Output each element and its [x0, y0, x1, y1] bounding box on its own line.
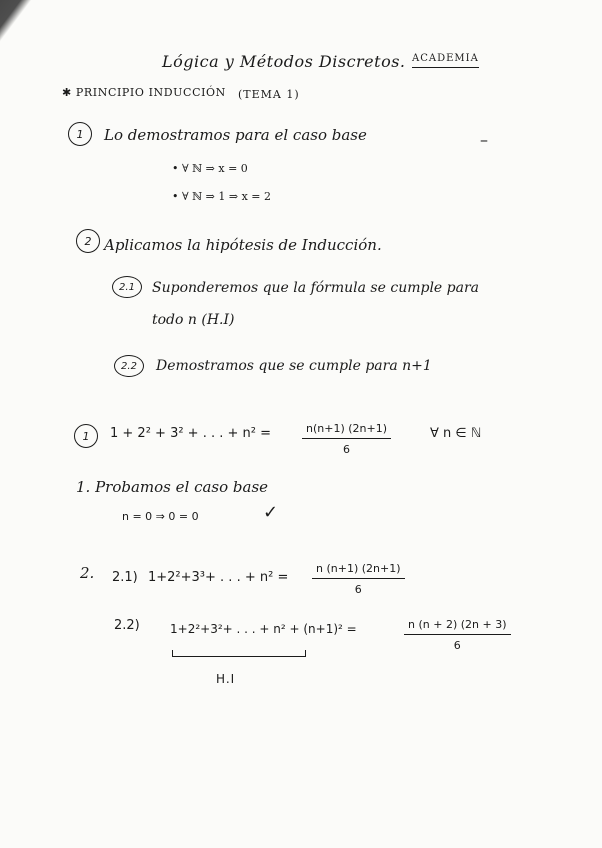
- exercise-1-number: 1: [82, 429, 90, 443]
- hypothesis-brace: [172, 650, 306, 657]
- hypothesis-numerator: n (n+1) (2n+1): [312, 562, 405, 579]
- topic-heading: ✱ PRINCIPIO INDUCCIÓN: [62, 86, 226, 99]
- step-2-circle: [76, 229, 100, 253]
- page-title: Lógica y Métodos Discretos.: [162, 52, 406, 71]
- tema-label: (TEMA 1): [238, 88, 300, 101]
- substep-2-1-circle: [112, 276, 142, 298]
- fraction-numerator: n(n+1) (2n+1): [302, 422, 391, 439]
- hypothesis-label: 2.1): [112, 570, 138, 585]
- substep-2-2-text: Demostramos que se cumple para n+1: [156, 358, 432, 374]
- substep-2-2-circle: [114, 355, 144, 377]
- fraction-denominator: 6: [343, 443, 350, 456]
- substep-2-1-text-line2: todo n (H.I): [152, 312, 235, 328]
- step-2-number: 2: [84, 234, 92, 248]
- hypothesis-fraction: [312, 562, 405, 596]
- proof-step-1: 1. Probamos el caso base: [76, 478, 269, 496]
- checkmark-icon: ✓: [263, 502, 279, 523]
- base-case-bullet-1: • ∀ ℕ ⇒ x = 0: [172, 162, 248, 175]
- induction-numerator: n (n + 2) (2n + 3): [404, 618, 511, 635]
- corner-shadow: [0, 0, 46, 54]
- induction-step-fraction: [404, 618, 511, 652]
- substep-2-1-number: 2.1: [119, 281, 135, 293]
- substep-2-1-text-line1: Suponderemos que la fórmula se cumple para: [152, 280, 480, 296]
- domain-quantifier: ∀ n ∈ ℕ: [430, 426, 482, 441]
- sum-formula-fraction: [302, 422, 391, 456]
- proof-step-2: 2.: [80, 564, 95, 582]
- induction-denominator: 6: [453, 639, 461, 652]
- induction-step-label: 2.2): [114, 618, 140, 633]
- base-case-bullet-2: • ∀ ℕ ⇒ 1 ⇒ x = 2: [172, 190, 272, 203]
- substep-2-2-number: 2.2: [121, 360, 137, 372]
- base-case-equation: n = 0 ⇒ 0 = 0: [122, 510, 199, 523]
- step-1-circle: [68, 122, 92, 146]
- induction-step-lhs: 1+2²+3²+ . . . + n² + (n+1)² =: [170, 622, 357, 636]
- academia-label: ACADEMIA: [412, 53, 479, 68]
- step-2-text: Aplicamos la hipótesis de Inducción.: [104, 236, 382, 254]
- exercise-1-circle: [74, 424, 98, 448]
- hypothesis-denominator: 6: [354, 583, 362, 596]
- step-1-text: Lo demostramos para el caso base: [104, 126, 367, 144]
- step-1-number: 1: [76, 127, 84, 141]
- margin-dash: –: [480, 130, 488, 149]
- sum-formula-lhs: 1 + 2² + 3² + . . . + n² =: [110, 426, 272, 441]
- brace-label: H.I: [216, 672, 236, 686]
- hypothesis-lhs: 1+2²+3³+ . . . + n² =: [148, 570, 289, 585]
